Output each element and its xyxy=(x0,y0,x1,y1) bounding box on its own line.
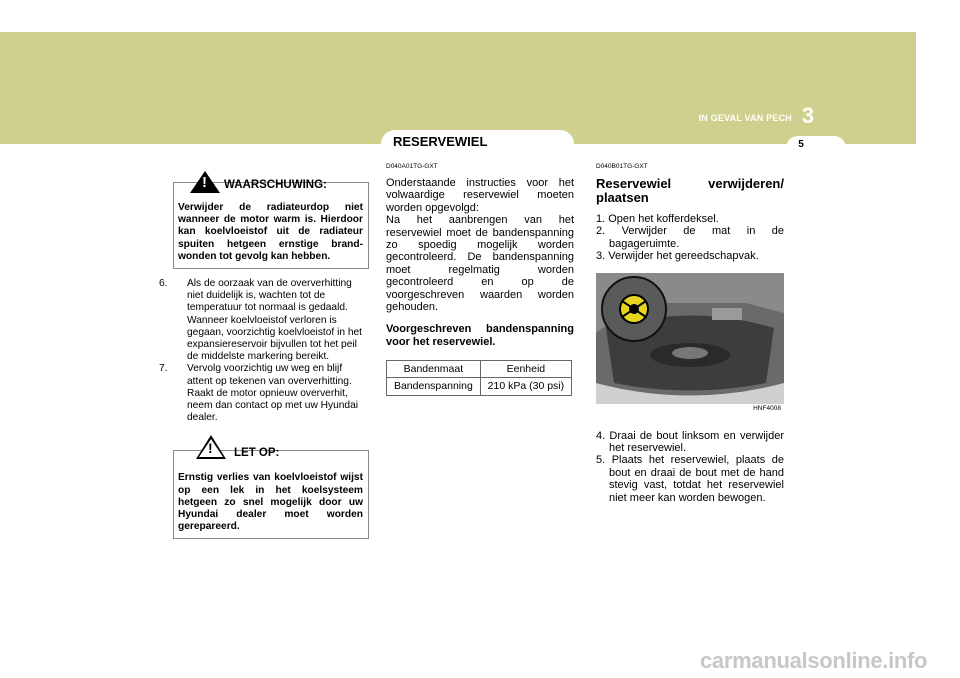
table-header: Bandenmaat xyxy=(387,361,481,378)
column-middle xyxy=(386,163,574,396)
intro-paragraph: Onderstaande instructies voor het volwaardige reservewiel moeten worden opgevolgd: xyxy=(386,177,574,214)
caution-box xyxy=(173,440,369,539)
caution-text: Ernstig verlies van koelvloeistof wijst op een lek in het koelsysteem hetgeen zo snel mogelijk door uw Hyundai dealer moet worden gerepareerd. xyxy=(178,472,363,533)
step-item: 2. Verwijder de mat in de bagageruimte. xyxy=(596,225,784,250)
pressure-heading: Voorgeschreven bandenspanning voor het reservewiel. xyxy=(386,323,574,348)
step-item: 6. Als de oorzaak van de oververhitting niet duidelijk is, wachten tot de temperatuur tot normaal is gedaald. Wanneer koelvloeistof verloren is gegaan, voorzichtig koelvloeistof in het expansiereservoir bijvullen tot het peil de middelste markering bereikt. xyxy=(159,278,362,363)
step-item: 1. Open het kofferdeksel. xyxy=(596,213,719,225)
caution-title: LET OP: xyxy=(234,447,280,460)
intro-paragraph-2: Na het aanbrengen van het reservewiel moet de bandenspanning zo spoedig mogelijk worden gecontroleerd. De bandenspanning moet regelmatig worden gecontroleerd en op de voorgeschreven waarden worden gehouden. xyxy=(386,214,574,314)
section-heading: Reservewiel verwijderen/ plaatsen xyxy=(596,176,784,205)
warning-text: Verwijder de radiateurdop niet wanneer de motor warm is. Hierdoor kan koelvloeistof uit de radiateur spuiten hetgeen ernstige brand-wonden tot gevolg kan hebben. xyxy=(178,202,363,262)
watermark-logo: carmanualsonline.info xyxy=(700,648,928,673)
trunk-illustration xyxy=(596,273,784,418)
warning-triangle-icon: ! xyxy=(190,171,220,193)
step-item: 7. Vervolg voorzichtig uw weg en blijf attent op tekenen van oververhitting. Raakt de motor opnieuw oververhit, neem dan contact op met uw Hyundai dealer. xyxy=(159,363,359,424)
step-item: 4. Draai de bout linksom en verwijder het reservewiel. xyxy=(596,429,784,455)
column-left xyxy=(159,170,369,539)
steps-list-b xyxy=(596,430,784,504)
section-title: RESERVEWIEL xyxy=(393,134,488,149)
header-band xyxy=(0,32,916,144)
table-cell: 210 kPa (30 psi) xyxy=(480,378,571,395)
steps-list xyxy=(159,278,369,424)
table-cell: Bandenspanning xyxy=(387,378,481,395)
table-row xyxy=(387,378,572,395)
column-right xyxy=(596,163,784,504)
step-item: 3. Verwijder het gereedschapvak. xyxy=(596,250,759,263)
pressure-table xyxy=(386,360,572,395)
warning-box xyxy=(173,174,369,269)
step-item: 5. Plaats het reservewiel, plaats de bout en draai de bout met de hand stevig vast, totdat het reservewiel niet meer kan worden bewogen. xyxy=(596,454,784,504)
steps-list-a xyxy=(596,213,784,263)
table-header: Eenheid xyxy=(480,361,571,378)
chapter-title: IN GEVAL VAN PECH xyxy=(698,113,792,123)
chapter-number: 3 xyxy=(801,103,815,128)
table-header-row xyxy=(387,361,572,378)
warning-title: WAARSCHUWING: xyxy=(224,179,327,191)
doc-code: D040A01TG-GXT xyxy=(386,163,438,170)
caution-triangle-icon: ! xyxy=(196,435,226,459)
photo-caption: HNF4008 xyxy=(753,405,781,413)
trunk-photo xyxy=(596,273,784,418)
page-number: 5 xyxy=(798,139,804,150)
doc-code: D040B01TG-GXT xyxy=(596,163,648,170)
